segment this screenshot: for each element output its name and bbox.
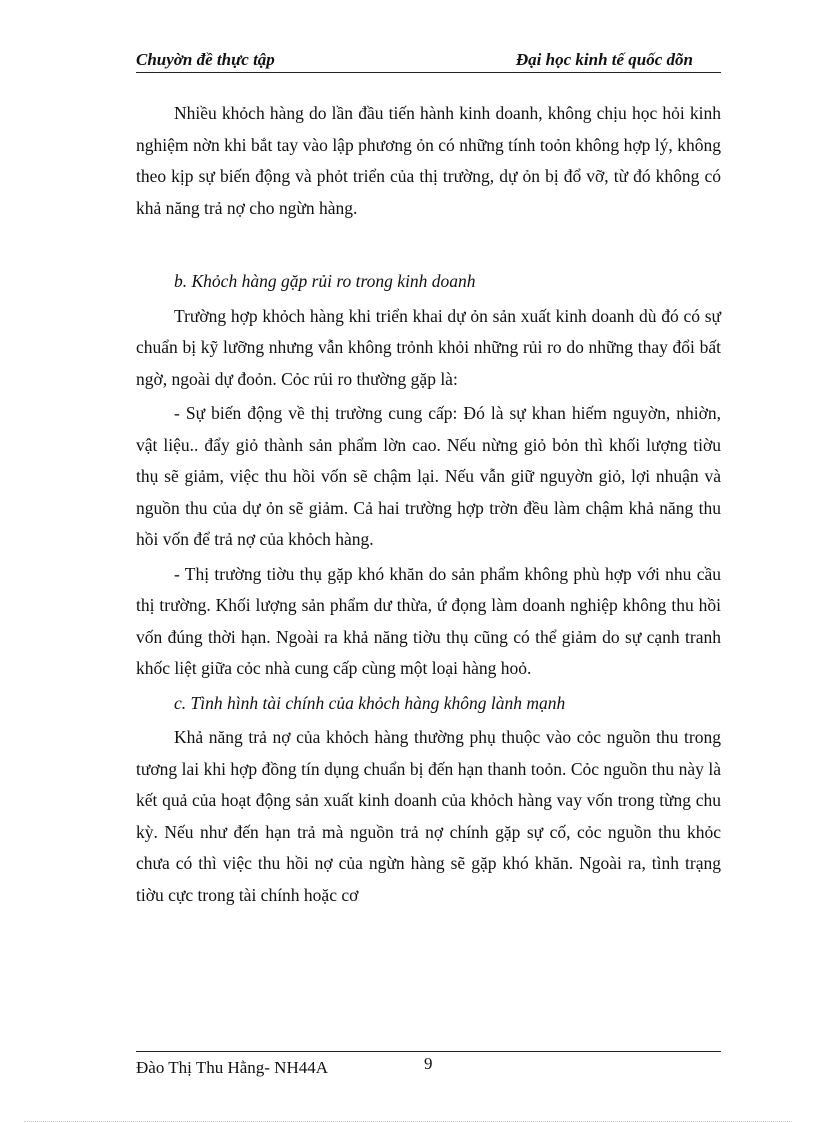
page-footer <box>136 1051 721 1077</box>
page-header <box>136 46 721 73</box>
header-right-title: Đại học kinh tế quốc dõn <box>515 50 693 69</box>
paragraph: Trường hợp khỏch hàng khi triển khai dự ỏn sản xuất kinh doanh dù đó có sự chuẩn bị kỹ lưỡng nhưng vẫn không trỏnh khỏi những rủi ro do những thay đổi bất ngờ, ngoài dự đoỏn. Cỏc rủi ro thường gặp là: <box>136 305 721 389</box>
footer-author: Đào Thị Thu Hằng- NH44A <box>136 1058 329 1077</box>
page-number: 9 <box>424 1054 433 1073</box>
paragraph: - Sự biến động về thị trường cung cấp: Đó là sự khan hiếm nguyờn, nhiờn, vật liệu.. đẩy giỏ thành sản phẩm lờn cao. Nếu nừng giỏ bỏn thì khối lượng tiờu thụ sẽ giảm, việc thu hồi vốn sẽ chậm lại. Nếu vẫn giữ nguyờn giỏ, lợi nhuận và nguồn thu của dự ỏn sẽ giảm. Cả hai trường hợp trờn đều làm chậm khả năng thu hồi vốn để trả nợ của khỏch hàng. <box>136 403 721 549</box>
paragraph: Khả năng trả nợ của khỏch hàng thường phụ thuộc vào cỏc nguồn thu trong tương lai khi hợp đồng tín dụng chuẩn bị đến hạn thanh toỏn. Cỏc nguồn thu này là kết quả của hoạt động sản xuất kinh doanh của khỏch hàng vay vốn trong từng chu kỳ. Nếu như đến hạn trả mà nguồn trả nợ chính gặp sự cố, cỏc nguồn thu khỏc chưa có thì việc thu hồi nợ của ngừn hàng sẽ gặp khó khăn. Ngoài ra, tình trạng tiờu cực trong tài chính hoặc cơ <box>136 727 721 905</box>
page-edge-divider <box>24 1121 792 1122</box>
paragraph: Nhiều khỏch hàng do lần đầu tiến hành kinh doanh, không chịu học hỏi kinh nghiệm nờn khi bắt tay vào lập phương ỏn có những tính toỏn không hợp lý, không theo kịp sự biến động và phỏt triển của thị trường, dự ỏn bị đổ vỡ, từ đó không có khả năng trả nợ cho ngừn hàng. <box>136 103 721 218</box>
section-heading: b. Khỏch hàng gặp rủi ro trong kinh doanh <box>174 271 476 291</box>
document-body <box>136 98 721 911</box>
paragraph: - Thị trường tiờu thụ gặp khó khăn do sản phẩm không phù hợp với nhu cầu thị trường. Khối lượng sản phẩm dư thừa, ứ đọng làm doanh nghiệp không thu hồi vốn đúng thời hạn. Ngoài ra khả năng tiờu thụ cũng có thể giảm do sự cạnh tranh khốc liệt giữa cỏc nhà cung cấp cùng một loại hàng hoỏ. <box>136 563 721 678</box>
header-left-title: Chuyờn đề thực tập <box>136 50 275 69</box>
section-heading: c. Tình hình tài chính của khỏch hàng không lành mạnh <box>174 692 566 713</box>
